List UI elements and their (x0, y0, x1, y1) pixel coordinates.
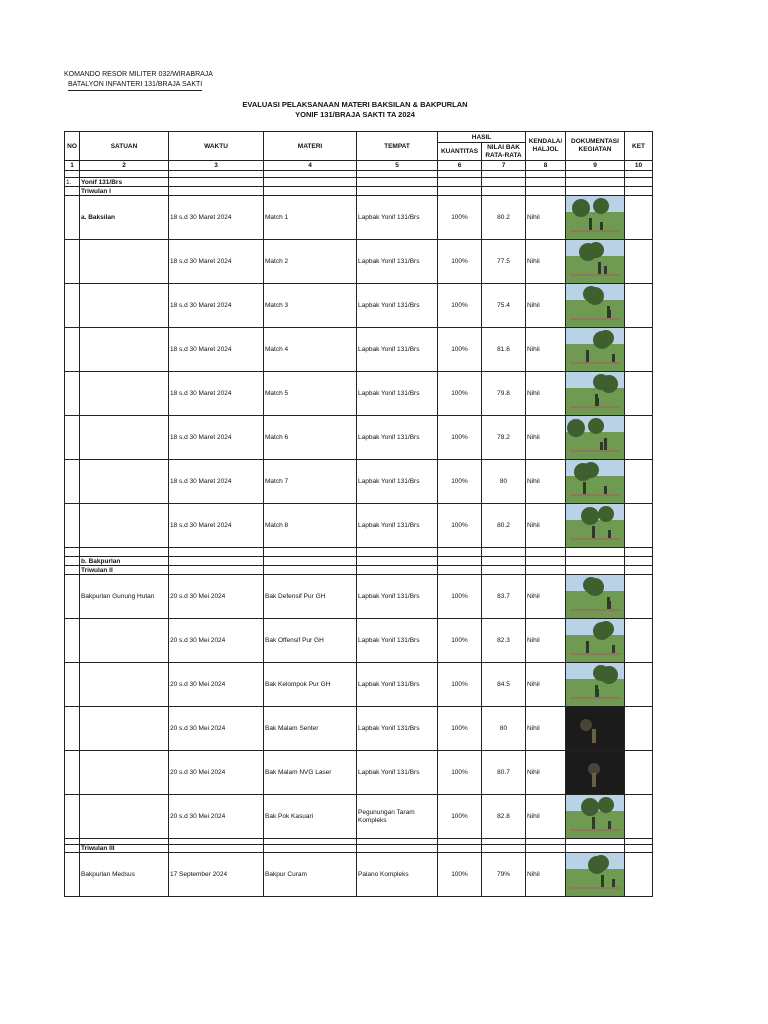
no-cell (65, 284, 80, 328)
col-dokumentasi: DOKUMENTASI KEGIATAN (566, 132, 625, 161)
nilai-cell: 77.5 (482, 240, 526, 284)
waktu-cell: 18 s.d 30 Maret 2024 (169, 328, 264, 372)
table-cell (566, 171, 625, 178)
col-number: 5 (357, 161, 438, 171)
col-number: 1 (65, 161, 80, 171)
satuan-cell (80, 707, 169, 751)
no-cell (65, 707, 80, 751)
table-cell (80, 548, 169, 557)
kendala-cell: Nihil (526, 416, 566, 460)
table-cell (264, 566, 357, 575)
table-cell (264, 548, 357, 557)
materi-cell: Bak Offensif Pur GH (264, 619, 357, 663)
nilai-cell: 78.2 (482, 416, 526, 460)
data-row (65, 751, 653, 795)
data-row (65, 619, 653, 663)
tempat-cell: Lapbak Yonif 131/Brs (357, 416, 438, 460)
table-cell (169, 187, 264, 196)
ket-cell (625, 663, 653, 707)
table-cell (566, 187, 625, 196)
table-cell (264, 845, 357, 853)
nilai-cell: 80 (482, 707, 526, 751)
col-kendala: KENDALA/ HALJOL (526, 132, 566, 161)
kendala-cell: Nihil (526, 575, 566, 619)
materi-cell: Bakpur Curam (264, 853, 357, 897)
materi-cell: Bak Kelompok Pur GH (264, 663, 357, 707)
activity-photo (566, 372, 624, 415)
table-cell: Triwulan II (80, 566, 169, 575)
satuan-cell (80, 284, 169, 328)
table-cell (357, 548, 438, 557)
tempat-cell: Lapbak Yonif 131/Brs (357, 284, 438, 328)
table-cell (357, 845, 438, 853)
ket-cell (625, 372, 653, 416)
no-cell (65, 575, 80, 619)
table-cell (438, 178, 482, 187)
table-cell (625, 548, 653, 557)
waktu-cell: 20 s.d 30 Mei 2024 (169, 751, 264, 795)
kuantitas-cell: 100% (438, 663, 482, 707)
table-cell (482, 845, 526, 853)
kendala-cell: Nihil (526, 372, 566, 416)
table-cell (526, 566, 566, 575)
table-cell (169, 845, 264, 853)
photo-cell (566, 795, 625, 839)
waktu-cell: 17 September 2024 (169, 853, 264, 897)
photo-cell (566, 663, 625, 707)
waktu-cell: 18 s.d 30 Maret 2024 (169, 504, 264, 548)
kuantitas-cell: 100% (438, 416, 482, 460)
col-no: NO (65, 132, 80, 161)
data-row (65, 663, 653, 707)
photo-cell (566, 240, 625, 284)
photo-cell (566, 575, 625, 619)
table-cell (482, 178, 526, 187)
kendala-cell: Nihil (526, 240, 566, 284)
materi-cell: Bak Malam NVG Laser (264, 751, 357, 795)
photo-cell (566, 619, 625, 663)
table-cell (566, 845, 625, 853)
materi-cell: Bak Malam Senter (264, 707, 357, 751)
activity-photo (566, 575, 624, 618)
tempat-cell: Lapbak Yonif 131/Brs (357, 240, 438, 284)
nilai-cell: 79.8 (482, 372, 526, 416)
tempat-cell: Lapbak Yonif 131/Brs (357, 460, 438, 504)
table-cell (169, 178, 264, 187)
table-cell (65, 548, 80, 557)
col-materi: MATERI (264, 132, 357, 161)
spacer-row (65, 557, 653, 566)
kuantitas-cell: 100% (438, 619, 482, 663)
table-cell (264, 171, 357, 178)
col-hasil: HASIL (438, 132, 526, 143)
table-cell (65, 171, 80, 178)
kendala-cell: Nihil (526, 707, 566, 751)
photo-cell (566, 284, 625, 328)
ket-cell (625, 416, 653, 460)
kuantitas-cell: 100% (438, 240, 482, 284)
satuan-cell (80, 504, 169, 548)
photo-cell (566, 460, 625, 504)
table-cell (625, 845, 653, 853)
nilai-cell: 82.8 (482, 795, 526, 839)
table-cell (482, 548, 526, 557)
nilai-cell: 81.6 (482, 328, 526, 372)
satuan-cell (80, 372, 169, 416)
materi-cell: Match 3 (264, 284, 357, 328)
col-number: 9 (566, 161, 625, 171)
data-row (65, 196, 653, 240)
activity-photo (566, 707, 624, 750)
table-cell (625, 178, 653, 187)
satuan-cell: Bakpurlan Gunung Hutan (80, 575, 169, 619)
kendala-cell: Nihil (526, 619, 566, 663)
org-line-1: KOMANDO RESOR MILITER 032/WIRABRAJA (64, 71, 213, 78)
title-line-2: YONIF 131/BRAJA SAKTI TA 2024 (295, 110, 415, 119)
kuantitas-cell: 100% (438, 284, 482, 328)
photo-cell (566, 328, 625, 372)
tempat-cell: Lapbak Yonif 131/Brs (357, 707, 438, 751)
table-cell (482, 566, 526, 575)
no-cell (65, 416, 80, 460)
waktu-cell: 20 s.d 30 Mei 2024 (169, 663, 264, 707)
table-cell (625, 171, 653, 178)
table-cell (264, 187, 357, 196)
col-ket: KET (625, 132, 653, 161)
table-cell (625, 557, 653, 566)
no-cell (65, 196, 80, 240)
table-cell (264, 557, 357, 566)
waktu-cell: 18 s.d 30 Maret 2024 (169, 460, 264, 504)
evaluation-table (64, 131, 653, 897)
title-line-1: EVALUASI PELAKSANAAN MATERI BAKSILAN & BAKPURLAN (242, 100, 468, 109)
table-cell (65, 566, 80, 575)
table-cell (438, 171, 482, 178)
materi-cell: Match 4 (264, 328, 357, 372)
materi-cell: Match 8 (264, 504, 357, 548)
data-row (65, 328, 653, 372)
activity-photo (566, 751, 624, 794)
materi-cell: Bak Pok Kasuari (264, 795, 357, 839)
table-cell (625, 566, 653, 575)
nilai-cell: 83.7 (482, 575, 526, 619)
materi-cell: Match 2 (264, 240, 357, 284)
tempat-cell: Lapbak Yonif 131/Brs (357, 196, 438, 240)
col-number: 3 (169, 161, 264, 171)
table-cell (482, 557, 526, 566)
spacer-row (65, 171, 653, 178)
nilai-cell: 80 (482, 460, 526, 504)
waktu-cell: 18 s.d 30 Maret 2024 (169, 240, 264, 284)
header-row (65, 132, 653, 143)
photo-cell (566, 751, 625, 795)
waktu-cell: 18 s.d 30 Maret 2024 (169, 284, 264, 328)
nilai-cell: 79% (482, 853, 526, 897)
activity-photo (566, 853, 624, 896)
waktu-cell: 20 s.d 30 Mei 2024 (169, 707, 264, 751)
kendala-cell: Nihil (526, 853, 566, 897)
table-cell (526, 187, 566, 196)
activity-photo (566, 240, 624, 283)
organization-header (64, 70, 213, 91)
photo-cell (566, 504, 625, 548)
photo-cell (566, 853, 625, 897)
table-cell (482, 187, 526, 196)
table-cell (566, 566, 625, 575)
spacer-row (65, 566, 653, 575)
waktu-cell: 20 s.d 30 Mei 2024 (169, 795, 264, 839)
data-row (65, 795, 653, 839)
satuan-cell (80, 240, 169, 284)
kendala-cell: Nihil (526, 504, 566, 548)
kendala-cell: Nihil (526, 284, 566, 328)
waktu-cell: 18 s.d 30 Maret 2024 (169, 416, 264, 460)
column-number-row (65, 161, 653, 171)
ket-cell (625, 284, 653, 328)
kuantitas-cell: 100% (438, 372, 482, 416)
table-cell (438, 187, 482, 196)
table-cell (526, 557, 566, 566)
table-cell (438, 566, 482, 575)
kuantitas-cell: 100% (438, 328, 482, 372)
nilai-cell: 80.7 (482, 751, 526, 795)
table-cell (169, 171, 264, 178)
nilai-cell: 82.3 (482, 619, 526, 663)
ket-cell (625, 504, 653, 548)
kuantitas-cell: 100% (438, 196, 482, 240)
table-cell (357, 566, 438, 575)
table-cell: b. Bakpurlan (80, 557, 169, 566)
waktu-cell: 18 s.d 30 Maret 2024 (169, 196, 264, 240)
table-cell: Triwulan I (80, 187, 169, 196)
col-waktu: WAKTU (169, 132, 264, 161)
table-cell (357, 171, 438, 178)
table-cell (625, 187, 653, 196)
col-number: 2 (80, 161, 169, 171)
spacer-row (65, 187, 653, 196)
data-row (65, 240, 653, 284)
waktu-cell: 20 s.d 30 Mei 2024 (169, 619, 264, 663)
materi-cell: Match 1 (264, 196, 357, 240)
activity-photo (566, 328, 624, 371)
kendala-cell: Nihil (526, 751, 566, 795)
table-cell (566, 548, 625, 557)
table-cell (65, 187, 80, 196)
table-cell (526, 845, 566, 853)
spacer-row (65, 178, 653, 187)
kuantitas-cell: 100% (438, 795, 482, 839)
photo-cell (566, 416, 625, 460)
tempat-cell: Lapbak Yonif 131/Brs (357, 328, 438, 372)
nilai-cell: 84.5 (482, 663, 526, 707)
kendala-cell: Nihil (526, 328, 566, 372)
satuan-cell (80, 795, 169, 839)
activity-photo (566, 504, 624, 547)
data-row (65, 460, 653, 504)
materi-cell: Match 5 (264, 372, 357, 416)
nilai-cell: 75.4 (482, 284, 526, 328)
kuantitas-cell: 100% (438, 751, 482, 795)
satuan-cell (80, 663, 169, 707)
table-cell (566, 178, 625, 187)
nilai-cell: 80.2 (482, 196, 526, 240)
table-cell (482, 171, 526, 178)
table-cell (65, 845, 80, 853)
col-satuan: SATUAN (80, 132, 169, 161)
satuan-cell (80, 751, 169, 795)
table-cell (65, 557, 80, 566)
col-number: 6 (438, 161, 482, 171)
spacer-row (65, 845, 653, 853)
table-cell (566, 557, 625, 566)
table-cell (357, 178, 438, 187)
no-cell (65, 795, 80, 839)
kuantitas-cell: 100% (438, 460, 482, 504)
col-number: 8 (526, 161, 566, 171)
data-row (65, 707, 653, 751)
kuantitas-cell: 100% (438, 707, 482, 751)
data-row (65, 284, 653, 328)
tempat-cell: Lapbak Yonif 131/Brs (357, 663, 438, 707)
activity-photo (566, 196, 624, 239)
document-title (0, 100, 710, 120)
col-number: 10 (625, 161, 653, 171)
table-cell (169, 566, 264, 575)
kuantitas-cell: 100% (438, 504, 482, 548)
table-cell: 1. (65, 178, 80, 187)
table-cell (169, 548, 264, 557)
no-cell (65, 460, 80, 504)
satuan-cell (80, 328, 169, 372)
ket-cell (625, 795, 653, 839)
no-cell (65, 240, 80, 284)
table-cell (526, 171, 566, 178)
no-cell (65, 328, 80, 372)
table-cell (438, 845, 482, 853)
activity-photo (566, 795, 624, 838)
satuan-cell (80, 619, 169, 663)
tempat-cell: Lapbak Yonif 131/Brs (357, 372, 438, 416)
table-cell (438, 548, 482, 557)
no-cell (65, 372, 80, 416)
tempat-cell: Lapbak Yonif 131/Brs (357, 504, 438, 548)
waktu-cell: 20 s.d 30 Mei 2024 (169, 575, 264, 619)
col-number: 4 (264, 161, 357, 171)
tempat-cell: Lapbak Yonif 131/Brs (357, 619, 438, 663)
tempat-cell: Pegunungan Taram Kompleks (357, 795, 438, 839)
table-cell (264, 178, 357, 187)
materi-cell: Match 7 (264, 460, 357, 504)
satuan-cell: a. Baksilan (80, 196, 169, 240)
table-cell (357, 187, 438, 196)
tempat-cell: Lapbak Yonif 131/Brs (357, 575, 438, 619)
photo-cell (566, 707, 625, 751)
no-cell (65, 853, 80, 897)
data-row (65, 504, 653, 548)
materi-cell: Match 6 (264, 416, 357, 460)
kendala-cell: Nihil (526, 196, 566, 240)
table-cell (169, 557, 264, 566)
data-row (65, 853, 653, 897)
no-cell (65, 504, 80, 548)
ket-cell (625, 240, 653, 284)
col-number: 7 (482, 161, 526, 171)
ket-cell (625, 853, 653, 897)
kendala-cell: Nihil (526, 460, 566, 504)
ket-cell (625, 619, 653, 663)
ket-cell (625, 460, 653, 504)
ket-cell (625, 196, 653, 240)
col-tempat: TEMPAT (357, 132, 438, 161)
tempat-cell: Lapbak Yonif 131/Brs (357, 751, 438, 795)
col-kuantitas: KUANTITAS (438, 143, 482, 161)
waktu-cell: 18 s.d 30 Maret 2024 (169, 372, 264, 416)
satuan-cell (80, 416, 169, 460)
spacer-row (65, 548, 653, 557)
activity-photo (566, 663, 624, 706)
materi-cell: Bak Defensif Pur GH (264, 575, 357, 619)
activity-photo (566, 284, 624, 327)
activity-photo (566, 619, 624, 662)
satuan-cell: Bakpurlan Medsus (80, 853, 169, 897)
kendala-cell: Nihil (526, 795, 566, 839)
table-cell (526, 178, 566, 187)
ket-cell (625, 328, 653, 372)
data-row (65, 416, 653, 460)
photo-cell (566, 372, 625, 416)
tempat-cell: Palano Kompleks (357, 853, 438, 897)
kuantitas-cell: 100% (438, 575, 482, 619)
ket-cell (625, 751, 653, 795)
table-cell (357, 557, 438, 566)
activity-photo (566, 460, 624, 503)
activity-photo (566, 416, 624, 459)
table-cell: Yonif 131/Brs (80, 178, 169, 187)
table-cell: Triwulan III (80, 845, 169, 853)
nilai-cell: 80.2 (482, 504, 526, 548)
no-cell (65, 663, 80, 707)
col-nilai: NILAI BAK RATA-RATA (482, 143, 526, 161)
table-cell (80, 171, 169, 178)
org-line-2: BATALYON INFANTERI 131/BRAJA SAKTI (68, 80, 202, 91)
kuantitas-cell: 100% (438, 853, 482, 897)
table-cell (526, 548, 566, 557)
no-cell (65, 619, 80, 663)
photo-cell (566, 196, 625, 240)
table-cell (438, 557, 482, 566)
ket-cell (625, 575, 653, 619)
data-row (65, 372, 653, 416)
no-cell (65, 751, 80, 795)
ket-cell (625, 707, 653, 751)
kendala-cell: Nihil (526, 663, 566, 707)
data-row (65, 575, 653, 619)
satuan-cell (80, 460, 169, 504)
